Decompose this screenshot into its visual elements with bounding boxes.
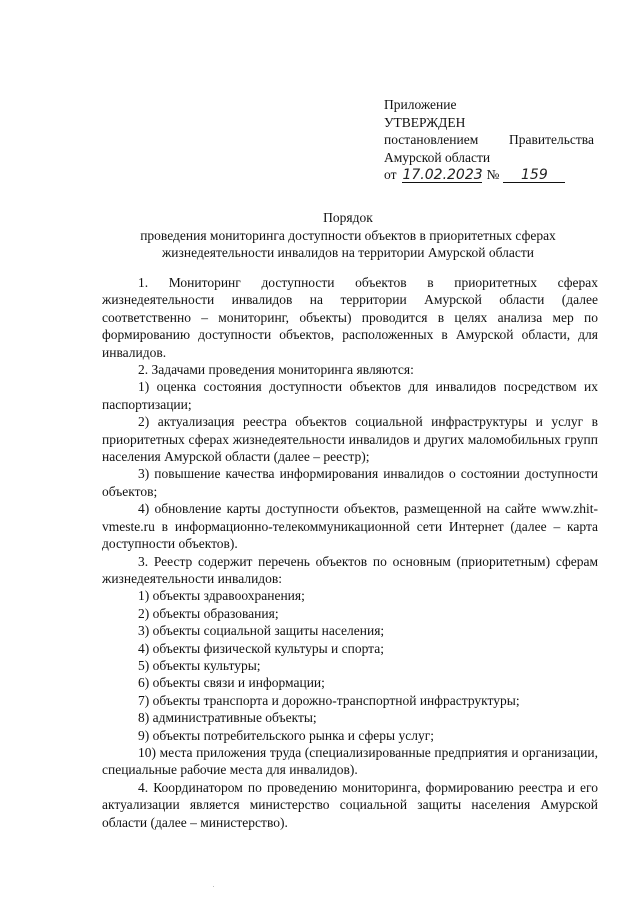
list-item-object-3: 3) объекты социальной защиты населения;	[138, 623, 385, 639]
list-item-object-7: 7) объекты транспорта и дорожно-транспортной инфраструктуры;	[138, 692, 520, 708]
government-word: Правительства	[509, 132, 594, 147]
list-item-task-3: 3) повышение качества информирования инвалидов о состоянии доступности объектов;	[102, 466, 598, 499]
handwritten-number: 159	[503, 168, 565, 183]
number-sign: №	[486, 167, 500, 182]
paragraph-4: 4. Координатором по проведению мониторинга, формированию реестра и его актуализации является министерство социальной защиты населения Амурской области (далее – министерство).	[102, 779, 598, 830]
scan-speck	[213, 886, 214, 887]
document-body	[102, 274, 598, 831]
list-item-object-2: 2) объекты образования;	[138, 605, 279, 621]
resolution-line	[384, 131, 594, 149]
list-item-object-1: 1) объекты здравоохранения;	[138, 588, 305, 604]
title-subtitle: проведения мониторинга доступности объектов в приоритетных сферах жизнедеятельности инвалидов на территории Амурской области	[140, 227, 556, 260]
list-item-task-1: 1) оценка состояния доступности объектов для инвалидов посредством их паспортизации;	[102, 379, 598, 412]
list-item-task-2: 2) актуализация реестра объектов социальной инфраструктуры и услуг в приоритетных сферах жизнедеятельности инвалидов и других маломобильных групп населения Амурской области (далее – реестр);	[102, 414, 598, 465]
list-item-object-4: 4) объекты физической культуры и спорта;	[138, 640, 384, 656]
date-number-line	[384, 166, 594, 184]
resolution-word: постановлением	[384, 132, 479, 147]
list-item-object-8: 8) административные объекты;	[138, 710, 317, 726]
handwritten-date: 17.02.2023	[402, 167, 483, 183]
paragraph-3: 3. Реестр содержит перечень объектов по основным (приоритетным) сферам жизнедеятельности инвалидов:	[102, 553, 598, 586]
region-label: Амурской области	[384, 149, 491, 165]
date-prefix: от	[384, 167, 397, 182]
appendix-label: Приложение	[384, 97, 457, 112]
paragraph-2: 2. Задачами проведения мониторинга являются:	[138, 362, 414, 378]
list-item-object-5: 5) объекты культуры;	[138, 657, 261, 673]
document-title	[98, 209, 598, 262]
title-heading: Порядок	[323, 210, 373, 225]
list-item-object-9: 9) объекты потребительского рынка и сферы услуг;	[138, 727, 434, 743]
list-item-object-10: 10) места приложения труда (специализированные предприятия и организации, специальные рабочие места для инвалидов).	[102, 744, 598, 778]
paragraph-1: 1. Мониторинг доступности объектов в приоритетных сферах жизнедеятельности инвалидов на территории Амурской области (далее соответственно – мониторинг, объекты) проводится в целях анализа мер по формированию доступности объектов, расположенных в Амурской области, для инвалидов.	[102, 275, 598, 360]
approval-block	[384, 96, 594, 184]
list-item-object-6: 6) объекты связи и информации;	[138, 675, 325, 691]
approved-label: УТВЕРЖДЕН	[384, 114, 466, 130]
list-item-task-4: 4) обновление карты доступности объектов, размещенной на сайте www.zhit-vmeste.ru в информационно-телекоммуникационной сети Интернет (далее – карта доступности объектов).	[102, 501, 598, 552]
